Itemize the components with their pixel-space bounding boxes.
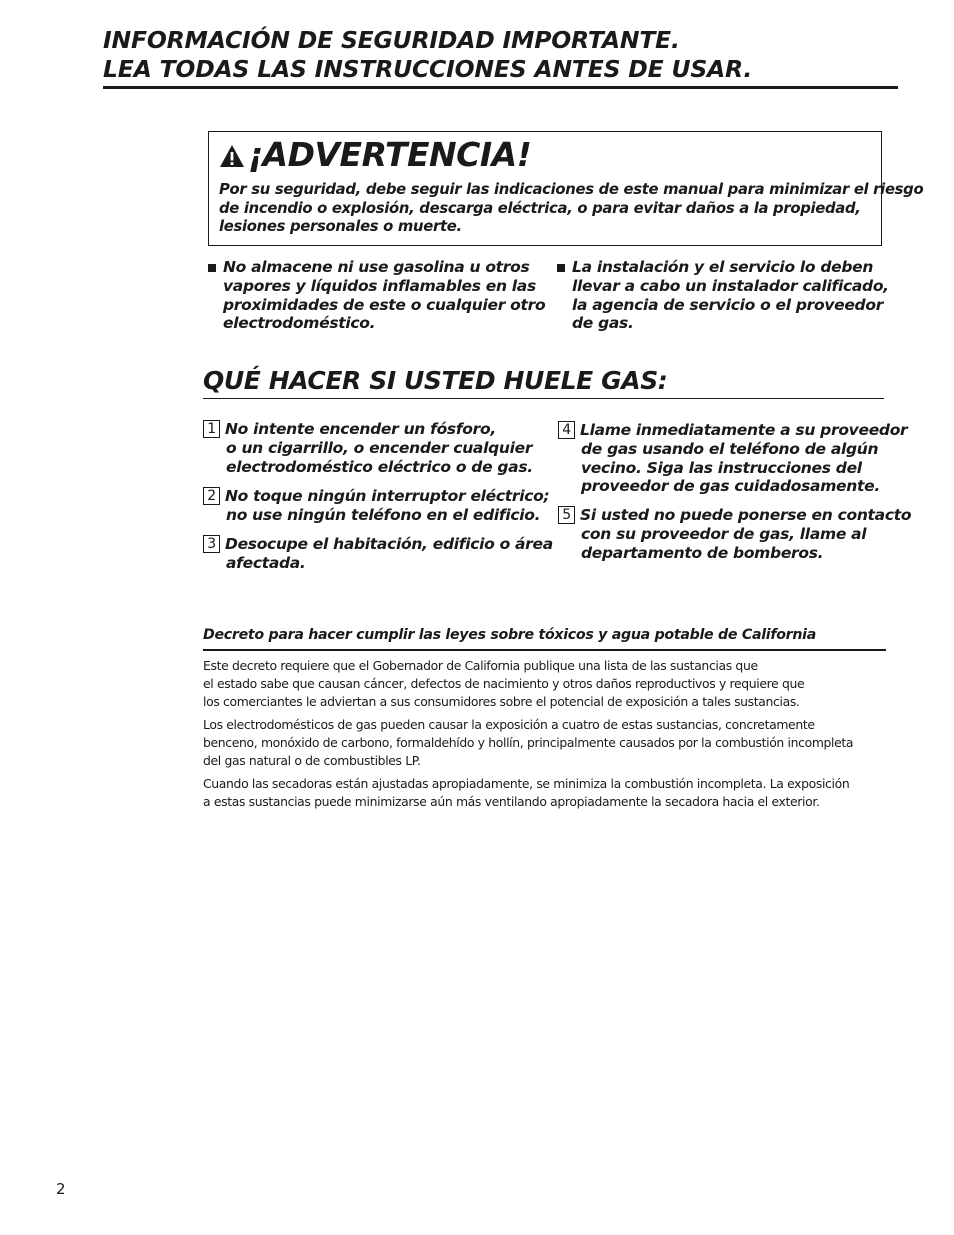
- step-line: electrodoméstico eléctrico o de gas.: [226, 457, 533, 476]
- step-line: con su proveedor de gas, llame al: [581, 524, 867, 543]
- gas-section-heading-text: QUÉ HACER SI USTED HUELE GAS:: [203, 366, 668, 395]
- header-line-2: LEA TODAS LAS INSTRUCCIONES ANTES DE USAR.: [103, 55, 753, 83]
- step-line: o un cigarrillo, o encender cualquier: [226, 438, 533, 457]
- warning-triangle-icon: [219, 144, 245, 168]
- bullet-line: la agencia de servicio o el proveedor: [572, 295, 884, 314]
- bullet-line: vapores y líquidos inflamables en las: [223, 276, 536, 295]
- step-line: vecino. Siga las instrucciones del: [581, 458, 862, 477]
- bullet-line: llevar a cabo un instalador calificado,: [572, 276, 889, 295]
- california-heading: [203, 624, 886, 651]
- warning-text-line: Por su seguridad, debe seguir las indicaciones de este manual para minimizar el riesgo: [219, 181, 924, 198]
- warning-title-text: ¡ADVERTENCIA!: [248, 135, 532, 174]
- square-bullet-icon: [208, 264, 216, 272]
- header-line-1: INFORMACIÓN DE SEGURIDAD IMPORTANTE.: [103, 26, 680, 54]
- step-line: Desocupe el habitación, edificio o área: [225, 535, 553, 553]
- gas-step-3: [203, 535, 553, 573]
- step-number-box: 1: [203, 420, 220, 438]
- step-number-box: 5: [558, 506, 575, 524]
- step-line: departamento de bomberos.: [581, 543, 824, 562]
- warning-text-line: de incendio o explosión, descarga eléctrica, o para evitar daños a la propiedad,: [219, 199, 861, 217]
- california-paragraph-3: [203, 775, 849, 811]
- california-paragraph-2: [203, 716, 853, 770]
- california-heading-text: Decreto para hacer cumplir las leyes sobre tóxicos y agua potable de California: [203, 627, 816, 643]
- step-number-box: 3: [203, 535, 220, 553]
- gas-step-1: [203, 420, 533, 476]
- paragraph-line: Cuando las secadoras están ajustadas apropiadamente, se minimiza la combustión incompleta. La exposición: [203, 776, 850, 791]
- bullet-line: No almacene ni use gasolina u otros: [223, 258, 530, 276]
- warning-box: [208, 131, 924, 246]
- paragraph-line: Los electrodomésticos de gas pueden causar la exposición a cuatro de estas sustancias, concretamente: [203, 717, 815, 732]
- bullet-line: electrodoméstico.: [223, 314, 376, 333]
- bullet-line: proximidades de este o cualquier otro: [223, 295, 546, 314]
- step-line: No toque ningún interruptor eléctrico;: [225, 487, 550, 505]
- page-number: 2: [56, 1180, 66, 1198]
- warning-text-line: lesiones personales o muerte.: [219, 218, 462, 235]
- square-bullet-icon: [557, 264, 565, 272]
- california-paragraph-1: [203, 657, 804, 711]
- gas-step-2: [203, 487, 549, 525]
- gas-section-heading: [203, 364, 884, 399]
- paragraph-line: Este decreto requiere que el Gobernador de California publique una lista de las sustancias que: [203, 658, 758, 673]
- paragraph-line: el estado sabe que causan cáncer, defectos de nacimiento y otros daños reproductivos y requiere que: [203, 676, 805, 691]
- gas-step-4: [558, 421, 907, 496]
- page-header: [103, 26, 898, 89]
- step-line: de gas usando el teléfono de algún: [581, 439, 879, 458]
- paragraph-line: benceno, monóxido de carbono, formaldehído y hollín, principalmente causados por la combustión incompleta: [203, 735, 854, 750]
- step-line: proveedor de gas cuidadosamente.: [581, 477, 880, 496]
- bullet-line: La instalación y el servicio lo deben: [572, 258, 874, 276]
- paragraph-line: los comerciantes le adviertan a sus consumidores sobre el potencial de exposición a tales sustancias.: [203, 694, 800, 709]
- step-number-box: 4: [558, 421, 575, 439]
- step-line: No intente encender un fósforo,: [225, 420, 496, 438]
- gas-step-5: [558, 506, 911, 562]
- bullet-line: de gas.: [572, 314, 634, 333]
- step-line: Si usted no puede ponerse en contacto: [580, 506, 912, 524]
- bullet-item-gasoline: [208, 258, 545, 333]
- step-line: Llame inmediatamente a su proveedor: [580, 421, 908, 439]
- warning-text: [219, 181, 924, 237]
- step-line: no use ningún teléfono en el edificio.: [226, 505, 541, 524]
- step-line: afectada.: [226, 553, 306, 572]
- step-number-box: 2: [203, 487, 220, 505]
- bullet-item-installation: [557, 258, 889, 333]
- paragraph-line: a estas sustancias puede minimizarse aún más ventilando apropiadamente la secadora hacia el exterior.: [203, 794, 820, 809]
- paragraph-line: del gas natural o de combustibles LP.: [203, 753, 421, 768]
- warning-title: [219, 135, 873, 175]
